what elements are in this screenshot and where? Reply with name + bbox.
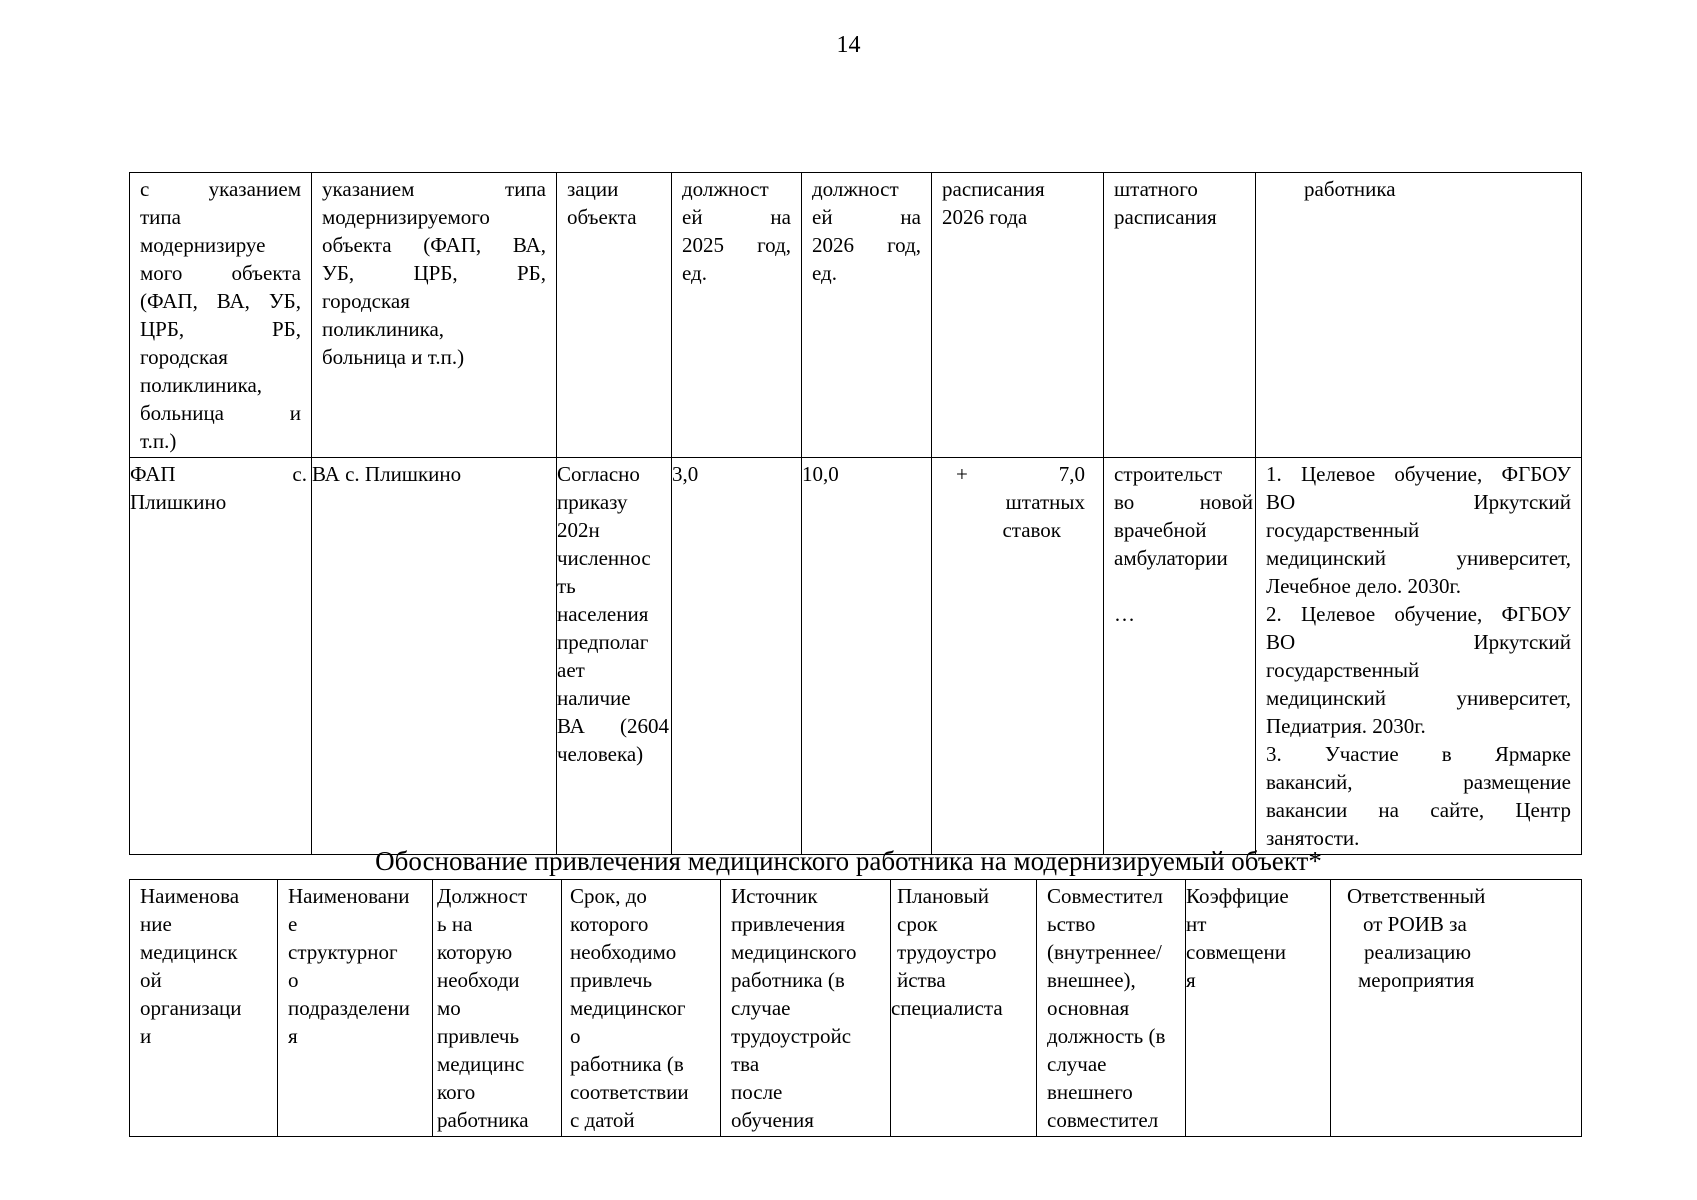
positions-table	[129, 172, 1582, 855]
text-line: ВО Иркутский	[1266, 490, 1571, 514]
text-line: ь на	[437, 912, 473, 936]
text-line: должност	[682, 177, 769, 201]
header-cell	[433, 880, 562, 1137]
text-line: 2025 год,	[682, 233, 791, 257]
text-line: медицинский университет,	[1266, 546, 1571, 570]
text-line: мероприятия	[1358, 968, 1475, 992]
text-line: ЦРБ, РБ,	[140, 317, 301, 341]
text-line: медицинского	[731, 940, 857, 964]
text-line: вакансии на сайте, Центр	[1266, 798, 1571, 822]
header-cell-positions-2026	[802, 173, 932, 458]
text-line: внешнего	[1047, 1080, 1133, 1104]
text-line: ВА с. Плишкино	[312, 462, 462, 486]
text-line: ей на	[812, 205, 921, 229]
text-line: ьство	[1047, 912, 1096, 936]
text-line: работника (в	[570, 1052, 684, 1076]
text-line: трудоустройс	[731, 1024, 852, 1048]
text-line: амбулатории	[1114, 546, 1228, 570]
page-number: 14	[836, 32, 861, 58]
cell-construction	[1104, 458, 1256, 855]
text-line: предполаг	[557, 630, 649, 654]
text-line: внешнее),	[1047, 968, 1136, 992]
cell-justification	[557, 458, 672, 855]
text-line: государственный	[1266, 518, 1420, 542]
text-line: человека)	[557, 742, 644, 766]
text-line: обучения	[731, 1108, 814, 1132]
text-line: от РОИВ за	[1363, 912, 1467, 936]
text-line: указанием типа	[322, 177, 546, 201]
text-line: Наименовани	[288, 884, 410, 908]
text-line: медицинског	[570, 996, 686, 1020]
text-line: ед.	[812, 261, 837, 285]
text-line: занятости.	[1266, 826, 1360, 850]
text-line: т.п.)	[140, 429, 177, 453]
text-line: Совместител	[1047, 884, 1163, 908]
text-line: срок	[897, 912, 938, 936]
text-line	[130, 460, 307, 488]
text-line: 10,0	[802, 462, 839, 486]
table-row	[130, 458, 1582, 855]
text-line: поликлиника,	[322, 317, 445, 341]
header-cell	[562, 880, 721, 1137]
text-line: Источник	[731, 884, 818, 908]
text-line: совмещени	[1186, 940, 1286, 964]
text-line: мо	[437, 996, 461, 1020]
header-cell	[130, 880, 278, 1137]
header-cell-positions-2025	[672, 173, 802, 458]
text-line: больница и т.п.)	[322, 345, 465, 369]
cell-va	[312, 458, 557, 855]
text-line: наличие	[557, 686, 631, 710]
cell-positions-2025	[672, 458, 802, 855]
text-line: государственный	[1266, 658, 1420, 682]
text-line: 2. Целевое обучение, ФГБОУ	[1266, 602, 1571, 626]
text-line: 2026 год,	[812, 233, 921, 257]
text-line: ставок	[1002, 518, 1061, 542]
text-line: городская	[140, 345, 228, 369]
text-line: специалиста	[891, 996, 1003, 1020]
header-cell-worker	[1256, 173, 1582, 458]
header-cell-new-object-type	[312, 173, 557, 458]
text-line: реализацию	[1364, 940, 1472, 964]
text-line: Лечебное дело. 2030г.	[1266, 574, 1462, 598]
text-line: зации	[567, 177, 619, 201]
text-line: объекта (ФАП, ВА,	[322, 233, 546, 257]
text-line: ой	[140, 968, 162, 992]
text-line: ВО Иркутский	[1266, 630, 1571, 654]
text-line: ть	[557, 574, 576, 598]
text-line: 202н	[557, 518, 600, 542]
cell-positions-2026	[802, 458, 932, 855]
text-line: мого объекта	[140, 261, 301, 285]
text-line: 3,0	[672, 462, 699, 486]
text-line: о	[570, 1024, 581, 1048]
text-line: приказу	[557, 490, 628, 514]
text-line: модернизируе	[140, 233, 266, 257]
text-line: Срок, до	[570, 884, 647, 908]
text-line: привлечь	[570, 968, 653, 992]
text-line: нт	[1186, 912, 1207, 936]
text-line: работника	[437, 1108, 529, 1132]
text-line: работника	[1304, 177, 1396, 201]
text-line	[956, 460, 1085, 488]
text-line: УБ, ЦРБ, РБ,	[322, 261, 546, 285]
text-line: медицинс	[437, 1052, 525, 1076]
text-line: основная	[1047, 996, 1130, 1020]
text-line: должност	[812, 177, 899, 201]
text-line: случае	[1047, 1052, 1107, 1076]
text-line: 3. Участие в Ярмарке	[1266, 742, 1571, 766]
text-line: привлечь	[437, 1024, 520, 1048]
text-line: Должност	[437, 884, 528, 908]
text-line: я	[288, 1024, 298, 1048]
text-line: строительст	[1114, 462, 1223, 486]
text-line: совместител	[1047, 1108, 1159, 1132]
text-line: привлечения	[731, 912, 845, 936]
text-line: врачебной	[1114, 518, 1207, 542]
text-line: Плановый	[897, 884, 989, 908]
header-cell	[1331, 880, 1582, 1137]
text-line: которого	[570, 912, 649, 936]
text-line: структурног	[288, 940, 398, 964]
text-line: расписания	[1114, 205, 1217, 229]
text-line: с датой	[570, 1108, 635, 1132]
text-line: медицинский университет,	[1266, 686, 1571, 710]
text-line: о	[288, 968, 299, 992]
header-cell	[1186, 880, 1331, 1137]
text-line	[1114, 572, 1253, 600]
text-line: после	[731, 1080, 783, 1104]
text-line: необходимо	[570, 940, 677, 964]
text-line: поликлиника,	[140, 373, 263, 397]
text-line: необходи	[437, 968, 520, 992]
text-line: работника (в	[731, 968, 845, 992]
text-line: ает	[557, 658, 585, 682]
text-line: подразделени	[288, 996, 410, 1020]
text-line: случае	[731, 996, 791, 1020]
text-line: ние	[140, 912, 172, 936]
text-line: трудоустро	[897, 940, 997, 964]
header-cell	[721, 880, 891, 1137]
text-line: городская	[322, 289, 410, 313]
text-line: вакансий, размещение	[1266, 770, 1571, 794]
text-line: штатного	[1114, 177, 1198, 201]
text-fragment: +	[956, 462, 968, 486]
text-line: объекта	[567, 205, 637, 229]
text-line: (ФАП, ВА, УБ,	[140, 289, 301, 313]
text-line: расписания	[942, 177, 1045, 201]
text-line: 2026 года	[942, 205, 1028, 229]
text-line: Ответственный	[1347, 884, 1486, 908]
text-line: Коэффицие	[1186, 884, 1289, 908]
text-line: во новой	[1114, 490, 1253, 514]
text-line: кого	[437, 1080, 476, 1104]
text-fragment: 7,0	[1058, 462, 1085, 486]
header-cell	[891, 880, 1037, 1137]
text-line: больница и	[140, 401, 301, 425]
text-line: я	[1186, 968, 1196, 992]
text-fragment: ФАП	[130, 462, 176, 486]
text-line: модернизируемого	[322, 205, 490, 229]
text-line: численнос	[557, 546, 651, 570]
header-cell-schedule-2026	[932, 173, 1104, 458]
text-line: которую	[437, 940, 513, 964]
text-line: Согласно	[557, 462, 640, 486]
text-line: с указанием	[140, 177, 301, 201]
header-cell-justification	[557, 173, 672, 458]
table-header-row	[130, 880, 1582, 1137]
cell-schedule-change	[932, 458, 1104, 855]
text-line: (внутреннее/	[1047, 940, 1162, 964]
text-line: соответствии	[570, 1080, 689, 1104]
cell-fap	[130, 458, 312, 855]
text-line: Плишкино	[130, 490, 227, 514]
table-header-row	[130, 173, 1582, 458]
text-line: тва	[731, 1052, 760, 1076]
text-line: штатных	[1005, 490, 1085, 514]
header-cell	[278, 880, 433, 1137]
text-line: населения	[557, 602, 649, 626]
header-cell-object-type	[130, 173, 312, 458]
text-line: е	[288, 912, 298, 936]
text-line: медицинск	[140, 940, 238, 964]
text-line: организаци	[140, 996, 242, 1020]
text-line: Педиатрия. 2030г.	[1266, 714, 1426, 738]
section-title: Обоснование привлечения медицинского работника на модернизируемый объект*	[375, 846, 1322, 876]
text-line: 1. Целевое обучение, ФГБОУ	[1266, 462, 1571, 486]
text-line: ей на	[682, 205, 791, 229]
text-line: …	[1114, 602, 1135, 626]
text-line: должность (в	[1047, 1024, 1166, 1048]
header-cell-staff-schedule	[1104, 173, 1256, 458]
text-line: Наименова	[140, 884, 240, 908]
header-cell	[1037, 880, 1186, 1137]
text-line: ВА (2604	[557, 714, 669, 738]
text-line: и	[140, 1024, 152, 1048]
text-line: типа	[140, 205, 181, 229]
text-line: йства	[897, 968, 946, 992]
text-line: ед.	[682, 261, 707, 285]
text-fragment: с.	[292, 462, 307, 486]
justification-table	[129, 879, 1582, 1137]
cell-worker-measures	[1256, 458, 1582, 855]
